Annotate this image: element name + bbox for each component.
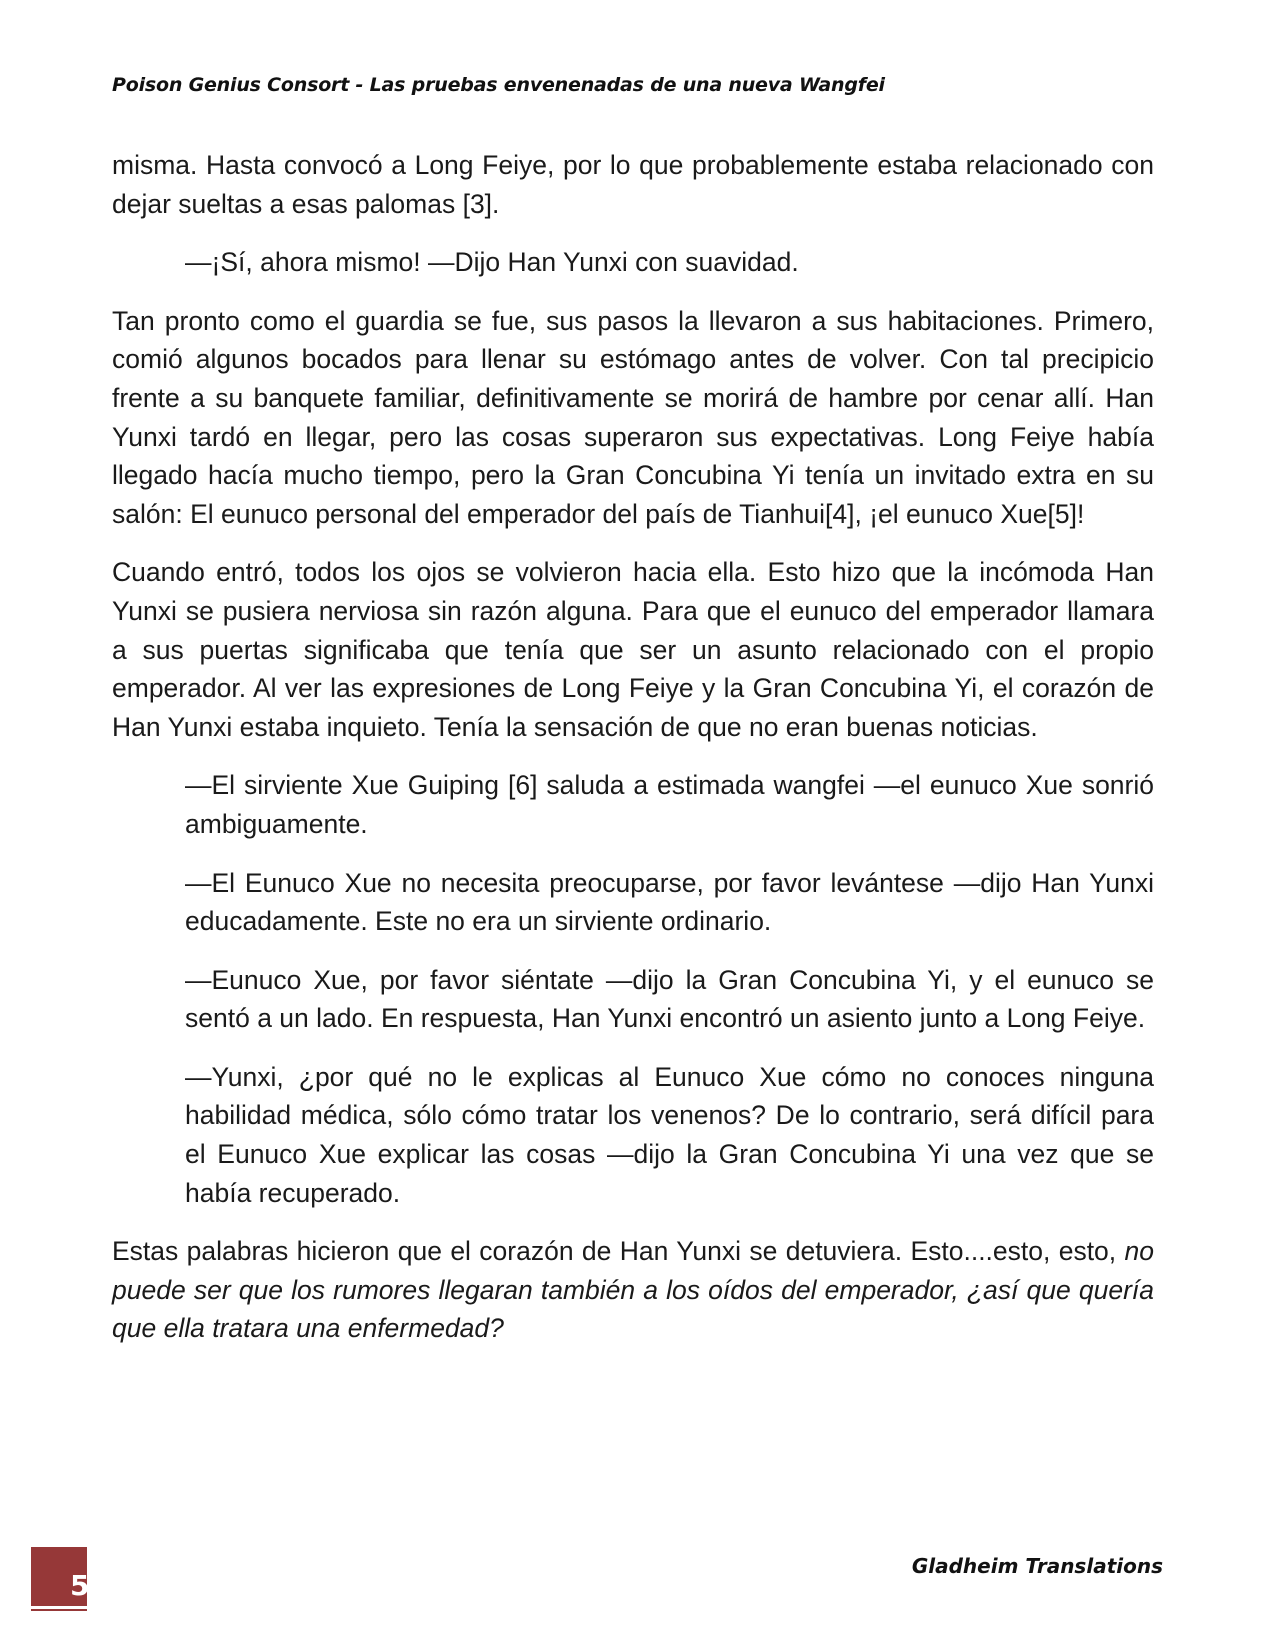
- document-header: Poison Genius Consort - Las pruebas envenenadas de una nueva Wangfei: [112, 74, 885, 96]
- paragraph-text: Estas palabras hicieron que el corazón de Han Yunxi se detuviera. Esto....esto, esto,: [112, 1236, 1125, 1267]
- dialogue-paragraph: —El Eunuco Xue no necesita preocuparse, por favor levántese —dijo Han Yunxi educadamente. Este no era un sirviente ordinario.: [185, 867, 1154, 937]
- page-number-underline: [31, 1606, 87, 1609]
- document-body: [112, 146, 1154, 1368]
- footer-credit: Gladheim Translations: [911, 1554, 1163, 1578]
- italic-thought: no puede ser que los rumores llegaran también a los oídos del emperador, ¿así que quería que ella tratara una enfermedad?: [112, 1236, 1154, 1344]
- paragraph: [112, 1232, 1154, 1348]
- dialogue-paragraph: —Eunuco Xue, por favor siéntate —dijo la Gran Concubina Yi, y el eunuco se sentó a un lado. En respuesta, Han Yunxi encontró un asiento junto a Long Feiye.: [185, 964, 1154, 1034]
- paragraph: Cuando entró, todos los ojos se volvieron hacia ella. Esto hizo que la incómoda Han Yunxi se pusiera nerviosa sin razón alguna. Para que el eunuco del emperador llamara a sus puertas significaba que tenía que ser un asunto relacionado con el propio emperador. Al ver las expresiones de Long Feiye y la Gran Concubina Yi, el corazón de Han Yunxi estaba inquieto. Tenía la sensación de que no eran buenas noticias.: [112, 557, 1154, 742]
- paragraph: Tan pronto como el guardia se fue, sus pasos la llevaron a sus habitaciones. Primero, comió algunos bocados para llenar su estómago antes de volver. Con tal precipicio frente a su banquete familiar, definitivamente se morirá de hambre por cenar allí. Han Yunxi tardó en llegar, pero las cosas superaron sus expectativas. Long Feiye había llegado hacía mucho tiempo, pero la Gran Concubina Yi tenía un invitado extra en su salón: El eunuco personal del emperador del país de Tianhui[4], ¡el eunuco Xue[5]!: [112, 305, 1154, 529]
- page-number: 5: [70, 1569, 90, 1602]
- dialogue-paragraph: —Yunxi, ¿por qué no le explicas al Eunuco Xue cómo no conoces ninguna habilidad médica, sólo cómo tratar los venenos? De lo contrario, será difícil para el Eunuco Xue explicar las cosas —dijo la Gran Concubina Yi una vez que se había recuperado.: [185, 1061, 1154, 1208]
- dialogue-paragraph: —¡Sí, ahora mismo! —Dijo Han Yunxi con suavidad.: [185, 247, 799, 278]
- paragraph: misma. Hasta convocó a Long Feiye, por lo que probablemente estaba relacionado con dejar sueltas a esas palomas [3].: [112, 150, 1154, 219]
- dialogue-paragraph: —El sirviente Xue Guiping [6] saluda a estimada wangfei —el eunuco Xue sonrió ambiguamente.: [185, 770, 1154, 839]
